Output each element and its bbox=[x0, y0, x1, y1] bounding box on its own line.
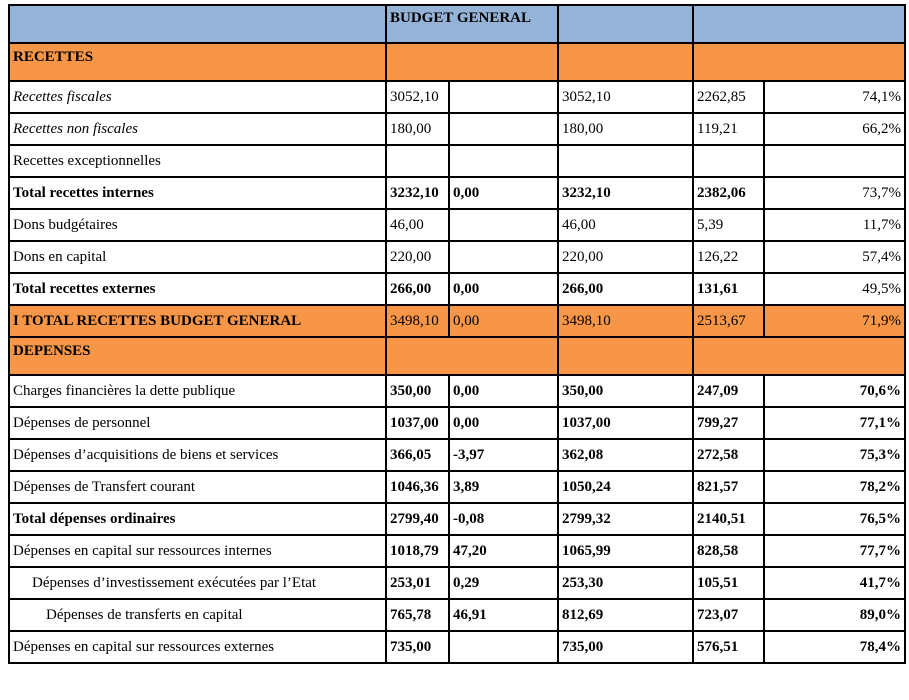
cell-value: 2382,06 bbox=[693, 177, 764, 209]
row-label: Dépenses en capital sur ressources externes bbox=[9, 631, 386, 663]
cell-value: 131,61 bbox=[693, 273, 764, 305]
cell-value: 180,00 bbox=[386, 113, 449, 145]
cell-percent: 73,7% bbox=[764, 177, 905, 209]
cell-value bbox=[449, 209, 558, 241]
cell-percent: 41,7% bbox=[764, 567, 905, 599]
section-title-recettes: RECETTES bbox=[9, 43, 386, 81]
cell-value: 2262,85 bbox=[693, 81, 764, 113]
section-row-depenses bbox=[9, 337, 905, 375]
row-label: Dépenses d’investissement exécutées par l’Etat bbox=[9, 567, 386, 599]
cell-value bbox=[558, 145, 693, 177]
row-label: Total recettes externes bbox=[9, 273, 386, 305]
cell-percent: 71,9% bbox=[764, 305, 905, 337]
cell-percent: 70,6% bbox=[764, 375, 905, 407]
cell-value bbox=[449, 81, 558, 113]
section-cell bbox=[558, 337, 693, 375]
cell-value: 350,00 bbox=[386, 375, 449, 407]
table-row bbox=[9, 375, 905, 407]
cell-value: 220,00 bbox=[558, 241, 693, 273]
section-cell bbox=[386, 43, 558, 81]
row-label: Dépenses de Transfert courant bbox=[9, 471, 386, 503]
row-label: Total recettes internes bbox=[9, 177, 386, 209]
cell-value: 3052,10 bbox=[386, 81, 449, 113]
cell-value: 3232,10 bbox=[558, 177, 693, 209]
cell-value: 366,05 bbox=[386, 439, 449, 471]
table-row bbox=[9, 631, 905, 663]
cell-value: 3232,10 bbox=[386, 177, 449, 209]
cell-value: 723,07 bbox=[693, 599, 764, 631]
cell-value: 1018,79 bbox=[386, 535, 449, 567]
cell-value: 220,00 bbox=[386, 241, 449, 273]
section-cell bbox=[558, 43, 693, 81]
cell-value: 1050,24 bbox=[558, 471, 693, 503]
row-label: Dons en capital bbox=[9, 241, 386, 273]
cell-value: 576,51 bbox=[693, 631, 764, 663]
cell-percent: 76,5% bbox=[764, 503, 905, 535]
table-row bbox=[9, 535, 905, 567]
cell-value bbox=[386, 145, 449, 177]
budget-general-title: BUDGET GENERAL bbox=[386, 5, 558, 43]
section-title-depenses: DEPENSES bbox=[9, 337, 386, 375]
cell-value: 253,30 bbox=[558, 567, 693, 599]
cell-value: 1037,00 bbox=[386, 407, 449, 439]
table-row bbox=[9, 113, 905, 145]
table-row-total bbox=[9, 273, 905, 305]
header-row bbox=[9, 5, 905, 43]
table-row bbox=[9, 241, 905, 273]
cell-percent: 78,4% bbox=[764, 631, 905, 663]
cell-value: 0,00 bbox=[449, 273, 558, 305]
cell-value bbox=[693, 145, 764, 177]
table-row bbox=[9, 599, 905, 631]
cell-value: 765,78 bbox=[386, 599, 449, 631]
cell-value: 46,00 bbox=[386, 209, 449, 241]
cell-value: 735,00 bbox=[558, 631, 693, 663]
cell-value: 180,00 bbox=[558, 113, 693, 145]
cell-value: 0,00 bbox=[449, 375, 558, 407]
cell-value: 105,51 bbox=[693, 567, 764, 599]
cell-value bbox=[449, 631, 558, 663]
cell-value bbox=[449, 113, 558, 145]
row-label: Dépenses de personnel bbox=[9, 407, 386, 439]
cell-value: 266,00 bbox=[558, 273, 693, 305]
header-cell bbox=[693, 5, 905, 43]
cell-value: -0,08 bbox=[449, 503, 558, 535]
section-cell bbox=[386, 337, 558, 375]
cell-value: 799,27 bbox=[693, 407, 764, 439]
cell-percent: 89,0% bbox=[764, 599, 905, 631]
cell-value: 272,58 bbox=[693, 439, 764, 471]
budget-table bbox=[8, 4, 906, 664]
cell-value: 126,22 bbox=[693, 241, 764, 273]
row-label: Dépenses en capital sur ressources internes bbox=[9, 535, 386, 567]
cell-value: 247,09 bbox=[693, 375, 764, 407]
cell-value: 1037,00 bbox=[558, 407, 693, 439]
section-cell bbox=[693, 43, 905, 81]
row-label: Recettes exceptionnelles bbox=[9, 145, 386, 177]
row-label: Dépenses de transferts en capital bbox=[9, 599, 386, 631]
cell-value: 2513,67 bbox=[693, 305, 764, 337]
cell-value: 2799,40 bbox=[386, 503, 449, 535]
cell-percent: 75,3% bbox=[764, 439, 905, 471]
table-row bbox=[9, 209, 905, 241]
table-row bbox=[9, 471, 905, 503]
table-row bbox=[9, 407, 905, 439]
cell-value: 821,57 bbox=[693, 471, 764, 503]
cell-value: 828,58 bbox=[693, 535, 764, 567]
header-cell bbox=[558, 5, 693, 43]
cell-value bbox=[449, 241, 558, 273]
cell-value: 47,20 bbox=[449, 535, 558, 567]
cell-percent: 49,5% bbox=[764, 273, 905, 305]
cell-value: 812,69 bbox=[558, 599, 693, 631]
table-row bbox=[9, 145, 905, 177]
cell-value: 119,21 bbox=[693, 113, 764, 145]
section-row-recettes bbox=[9, 43, 905, 81]
cell-value: 0,00 bbox=[449, 177, 558, 209]
header-cell bbox=[9, 5, 386, 43]
cell-value: 5,39 bbox=[693, 209, 764, 241]
cell-percent: 77,1% bbox=[764, 407, 905, 439]
section-cell bbox=[693, 337, 905, 375]
row-label: I TOTAL RECETTES BUDGET GENERAL bbox=[9, 305, 386, 337]
row-label: Dons budgétaires bbox=[9, 209, 386, 241]
cell-percent bbox=[764, 145, 905, 177]
cell-percent: 11,7% bbox=[764, 209, 905, 241]
table-row bbox=[9, 567, 905, 599]
cell-value: 1046,36 bbox=[386, 471, 449, 503]
cell-value: 0,29 bbox=[449, 567, 558, 599]
cell-value: 2799,32 bbox=[558, 503, 693, 535]
row-label: Dépenses d’acquisitions de biens et services bbox=[9, 439, 386, 471]
cell-value: 3,89 bbox=[449, 471, 558, 503]
cell-percent: 78,2% bbox=[764, 471, 905, 503]
cell-value: 46,91 bbox=[449, 599, 558, 631]
table-row-total bbox=[9, 503, 905, 535]
table-row bbox=[9, 81, 905, 113]
table-row-grand-total bbox=[9, 305, 905, 337]
cell-value: -3,97 bbox=[449, 439, 558, 471]
cell-percent: 66,2% bbox=[764, 113, 905, 145]
row-label: Charges financières la dette publique bbox=[9, 375, 386, 407]
cell-value: 3498,10 bbox=[386, 305, 449, 337]
table-row-total bbox=[9, 177, 905, 209]
cell-percent: 74,1% bbox=[764, 81, 905, 113]
cell-percent: 57,4% bbox=[764, 241, 905, 273]
row-label: Total dépenses ordinaires bbox=[9, 503, 386, 535]
cell-value: 3052,10 bbox=[558, 81, 693, 113]
row-label: Recettes fiscales bbox=[9, 81, 386, 113]
table-row bbox=[9, 439, 905, 471]
cell-value: 0,00 bbox=[449, 305, 558, 337]
cell-value: 266,00 bbox=[386, 273, 449, 305]
cell-value: 46,00 bbox=[558, 209, 693, 241]
cell-value: 0,00 bbox=[449, 407, 558, 439]
cell-value: 3498,10 bbox=[558, 305, 693, 337]
row-label: Recettes non fiscales bbox=[9, 113, 386, 145]
cell-value: 1065,99 bbox=[558, 535, 693, 567]
cell-value bbox=[449, 145, 558, 177]
cell-value: 735,00 bbox=[386, 631, 449, 663]
cell-percent: 77,7% bbox=[764, 535, 905, 567]
cell-value: 362,08 bbox=[558, 439, 693, 471]
cell-value: 253,01 bbox=[386, 567, 449, 599]
cell-value: 2140,51 bbox=[693, 503, 764, 535]
cell-value: 350,00 bbox=[558, 375, 693, 407]
